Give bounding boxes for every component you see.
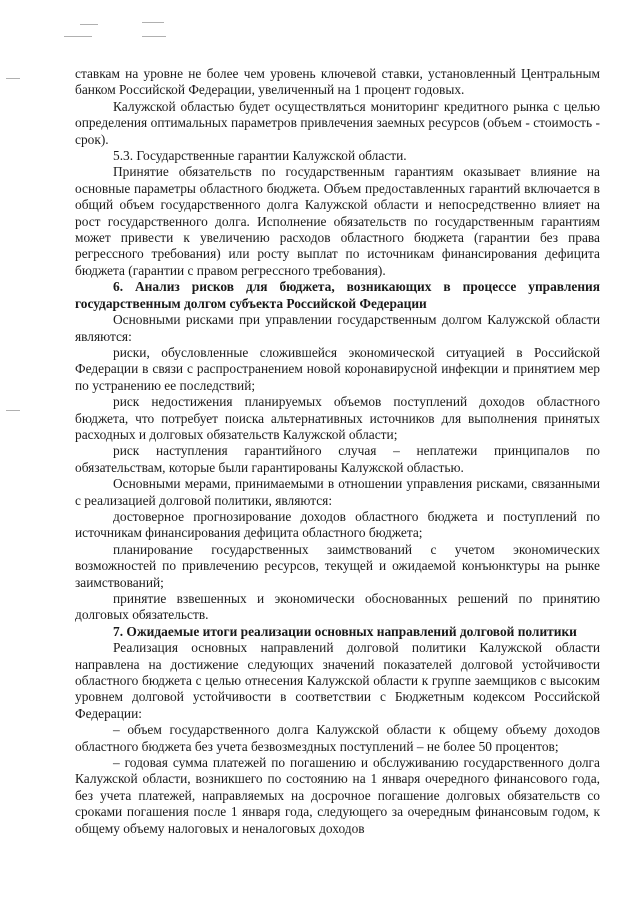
scan-artifact: [6, 78, 20, 79]
list-item: риск недостижения планируемых объемов поступлений доходов областного бюджета, что потребует поиска альтернативных источников для выполнения принятых расходных и долговых обязательств Калужской области;: [75, 394, 600, 442]
list-item: принятие взвешенных и экономически обоснованных решений по принятию долговых обязательств.: [75, 591, 600, 623]
scan-artifact: [6, 410, 20, 411]
scan-artifact: [64, 36, 92, 37]
list-item: риски, обусловленные сложившейся экономической ситуацией в Российской Федерации в связи с распространением новой коронавирусной инфекции и принятием мер по устранению ее последствий;: [75, 344, 600, 393]
list-item: планирование государственных заимствований с учетом экономических возможностей по привлечению ресурсов, текущей и ожидаемой конъюнктуры на рынке заимствований;: [75, 541, 600, 590]
list-item: достоверное прогнозирование доходов областного бюджета и поступлений по источникам финансирования дефицита областного бюджета;: [75, 508, 600, 541]
paragraph: ставкам на уровне не более чем уровень ключевой ставки, установленный Центральным банком Российской Федерации, увеличенный на 1 процент годовых.: [75, 66, 600, 98]
section-heading: 5.3. Государственные гарантии Калужской области.: [113, 148, 407, 164]
paragraph: Основными мерами, принимаемыми в отношении управления рисками, связанными с реализацией долговой политики, являются:: [75, 476, 600, 508]
section-heading: 6. Анализ рисков для бюджета, возникающих в процессе управления государственным долгом субъекта Российской Федерации: [75, 279, 600, 311]
paragraph: Основными рисками при управлении государственным долгом Калужской области являются:: [75, 312, 600, 344]
document-page: [75, 66, 600, 837]
paragraph: Калужской областью будет осуществляться мониторинг кредитного рынка с целью определения оптимальных параметров привлечения заемных ресурсов (объем - стоимость - срок).: [75, 98, 600, 147]
scan-artifact: [80, 24, 98, 25]
paragraph: Принятие обязательств по государственным гарантиям оказывает влияние на основные параметры областного бюджета. Объем предоставленных гарантий включается в общий объем государственного долга Калужской области и непосредственно влияет на рост государственного долга. Исполнение обязательств по государственным гарантиям может привести к увеличению расходов областного бюджета (гарантии без права регрессного требования) или росту выплат по источникам финансирования дефицита бюджета (гарантии с правом регрессного требования).: [75, 164, 600, 278]
scan-artifact: [142, 36, 166, 37]
list-item: – годовая сумма платежей по погашению и обслуживанию государственного долга Калужской области, возникшего по состоянию на 1 января очередного финансового года, без учета платежей, направляемых на досрочное погашение долговых обязательств со сроками погашения после 1 января года, следующего за очередным финансовым годом, к общему объему налоговых и неналоговых доходов: [75, 755, 600, 836]
paragraph: Реализация основных направлений долговой политики Калужской области направлена на достижение следующих значений показателей долговой устойчивости областного бюджета с целью отнесения Калужской области к группе заемщиков с высоким уровнем долговой устойчивости в соответствии с Бюджетным кодексом Российской Федерации:: [75, 640, 600, 721]
section-heading: 7. Ожидаемые итоги реализации основных направлений долговой политики: [113, 623, 577, 639]
list-item: риск наступления гарантийного случая – неплатежи принципалов по обязательствам, которые были гарантированы Калужской областью.: [75, 443, 600, 475]
list-item: – объем государственного долга Калужской области к общему объему доходов областного бюджета без учета безвозмездных поступлений – не более 50 процентов;: [75, 722, 600, 754]
scan-artifact: [142, 22, 164, 23]
